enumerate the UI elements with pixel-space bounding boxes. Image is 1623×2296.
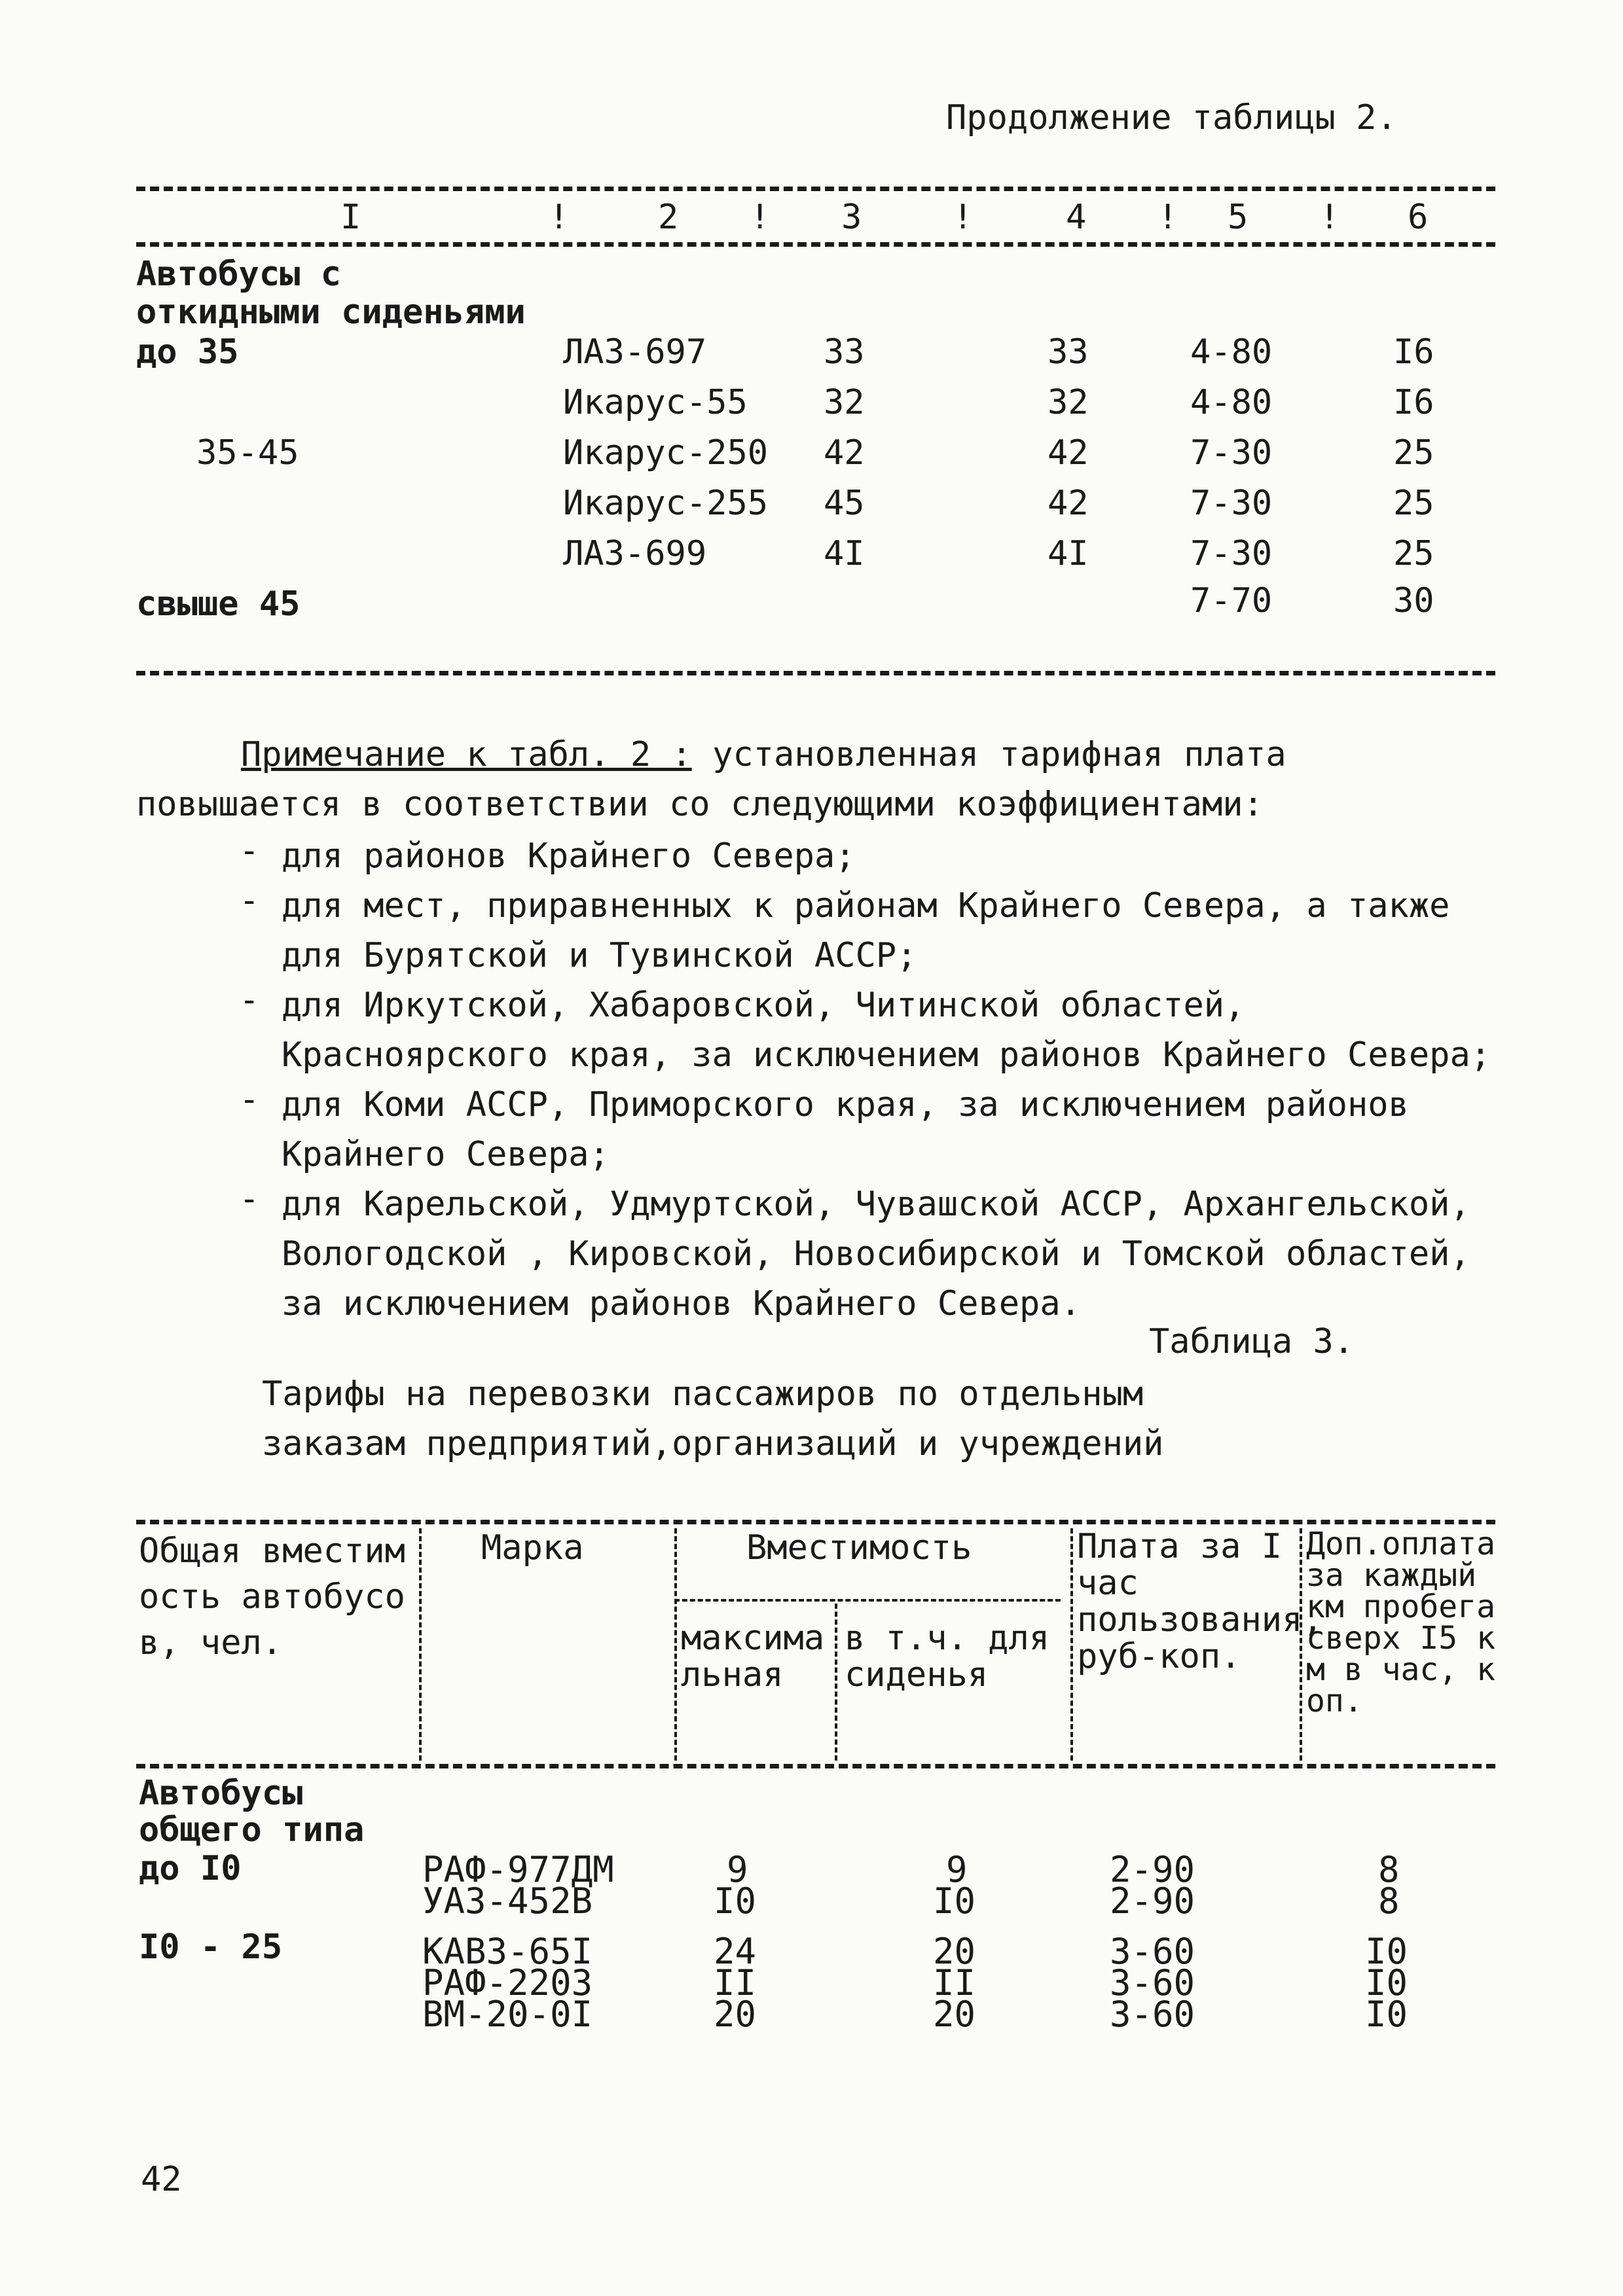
table3-header-fee: Плата за I час пользования, руб-коп. <box>1077 1527 1323 1676</box>
note-item: для Иркутской, Хабаровской, Читинской областей, Красноярского края, за исключением районов Крайнего Севера; <box>282 986 1491 1075</box>
note-item: для Коми АССР, Приморского края, за исключением районов Крайнего Севера; <box>282 1085 1409 1174</box>
table2-cell: 30 <box>1393 581 1434 620</box>
table2-col-header-6: 6 <box>1408 198 1429 237</box>
table3-title: Тарифы на перевозки пассажиров по отдельным заказам предприятий,организаций и учреждений <box>262 1374 1164 1463</box>
table2-col-sep: ! <box>1158 198 1178 237</box>
table2-col-sep: ! <box>1319 198 1340 237</box>
table3-cell: I0 <box>1365 1962 1408 2003</box>
table3-top-rule <box>136 1520 1495 1524</box>
table2-cell: 33 <box>1048 332 1089 372</box>
table3-header-incl: в т.ч. для сиденья <box>845 1619 1050 1695</box>
table2-cap: 35-45 <box>196 433 299 473</box>
table2-cell: 42 <box>1048 433 1089 473</box>
note-item-bullet: - <box>239 1080 260 1119</box>
table3-col-sep <box>419 1528 422 1761</box>
table2-cap: свыше 45 <box>136 584 301 624</box>
table2-brand: Икарус-55 <box>563 383 748 422</box>
table3-cell: 24 <box>714 1931 757 1972</box>
table2-cell: 45 <box>824 484 865 523</box>
table2-col-sep: ! <box>750 198 771 237</box>
table2-cell: 4-80 <box>1190 383 1273 422</box>
table2-cell: 32 <box>1048 383 1089 422</box>
table2-cell: 42 <box>824 433 865 473</box>
table2-col-header-2: 2 <box>658 198 679 237</box>
table3-header-max: максимальная <box>681 1619 825 1695</box>
note-item-bullet: - <box>239 831 260 870</box>
table3-cell: I0 <box>1365 1931 1408 1972</box>
table3-cell: 8 <box>1378 1849 1400 1890</box>
table3-cell: 9 <box>946 1849 968 1890</box>
table2-col-header-1: I <box>340 198 361 237</box>
table3-cell: 3-60 <box>1110 1994 1195 2035</box>
table2-cell: 4I <box>824 534 865 573</box>
table3-col-sep <box>1300 1528 1302 1761</box>
table3-brand: КАВЗ-65I <box>422 1931 593 1972</box>
table2-brand: Икарус-255 <box>563 484 769 523</box>
page-number: 42 <box>141 2160 182 2199</box>
table2-col-header-5: 5 <box>1228 198 1249 237</box>
table3-cell: I0 <box>1365 1994 1408 2035</box>
table2-cell: 7-30 <box>1190 534 1273 573</box>
note-item-bullet: - <box>239 980 260 1020</box>
table2-col-header-3: 3 <box>841 198 862 237</box>
table3-cell: 20 <box>933 1994 976 2035</box>
table2-brand: ЛАЗ-697 <box>563 332 707 372</box>
table3-cell: 8 <box>1378 1880 1400 1922</box>
table3-header-brand: Марка <box>481 1528 584 1568</box>
table2-group-label: Автобусы с откидными сиденьями <box>136 255 526 332</box>
table2-top-rule <box>136 187 1495 191</box>
table3-cell: I0 <box>933 1880 976 1922</box>
table3-brand: РАФ-2203 <box>422 1962 593 2003</box>
table3-brand: ВМ-20-0I <box>422 1994 593 2035</box>
table2-cell: 4-80 <box>1190 332 1273 372</box>
note-item: для Карельской, Удмуртской, Чувашской АССР, Архангельской, Вологодской , Кировской, Новосибирской и Томской областей, за исключением районов Крайнего Севера. <box>282 1185 1470 1323</box>
table3-col-sep <box>674 1528 677 1761</box>
table3-cell: 3-60 <box>1110 1931 1195 1972</box>
note-paragraph <box>136 730 1511 829</box>
table2-cap: до 35 <box>136 332 239 372</box>
table2-col-sep: ! <box>953 198 974 237</box>
table3-cell: 9 <box>727 1849 748 1890</box>
table3-cap: I0 - 25 <box>139 1928 283 1967</box>
table3-header-extra: Доп.оплата за каждый км пробега сверх I5 км в час, коп. <box>1306 1526 1495 1719</box>
table3-header-seats: Вместимость <box>746 1528 972 1568</box>
table3-cell: II <box>714 1962 757 2003</box>
table2-header-rule <box>136 242 1495 247</box>
table3-cell: 2-90 <box>1110 1849 1195 1890</box>
table3-cell: 2-90 <box>1110 1880 1195 1922</box>
note-lead: Примечание к табл. 2 : <box>241 735 692 774</box>
table2-brand: Икарус-250 <box>563 433 769 473</box>
table2-bottom-rule <box>136 671 1495 675</box>
table3-header-capacity: Общая вместимость автобусов, чел. <box>139 1532 405 1662</box>
table3-label: Таблица 3. <box>1149 1322 1355 1361</box>
table3-cell: 20 <box>714 1994 757 2035</box>
table2-cell: 25 <box>1393 534 1434 573</box>
table2-cell: 7-70 <box>1190 581 1273 620</box>
table3-brand: УАЗ-452В <box>422 1880 593 1922</box>
table3-cell: 3-60 <box>1110 1962 1195 2003</box>
table3-col-sep <box>835 1604 837 1761</box>
table2-cell: I6 <box>1393 332 1434 372</box>
table3-col-sep <box>1070 1528 1073 1761</box>
table2-cell: 25 <box>1393 433 1434 473</box>
table3-cell: 20 <box>933 1931 976 1972</box>
table2-cell: 33 <box>824 332 865 372</box>
table3-header-rule <box>136 1764 1495 1768</box>
table3-cell: II <box>933 1962 976 2003</box>
note-text: установленная тарифная плата повышается в соответствии со следующими коэффициентами: <box>136 735 1286 824</box>
note-item: для районов Крайнего Севера; <box>282 836 856 876</box>
table2-cell: 7-30 <box>1190 484 1273 523</box>
table3-cell: I0 <box>714 1880 757 1922</box>
table2-cell: 32 <box>824 383 865 422</box>
table2-cell: 25 <box>1393 484 1434 523</box>
table2-brand: ЛАЗ-699 <box>563 534 707 573</box>
note-item: для мест, приравненных к районам Крайнего Севера, а также для Бурятской и Тувинской АССР; <box>282 886 1450 975</box>
table2-cell: I6 <box>1393 383 1434 422</box>
table2-col-header-4: 4 <box>1066 198 1087 237</box>
table2-col-sep: ! <box>549 198 570 237</box>
table3-cap: до I0 <box>139 1849 242 1888</box>
table3-seats-rule <box>674 1599 1061 1602</box>
table3-group-label: Автобусы общего типа <box>139 1774 365 1850</box>
continuation-title: Продолжение таблицы 2. <box>946 98 1397 137</box>
table3-brand: РАФ-977ДМ <box>422 1849 614 1890</box>
table2-cell: 42 <box>1048 484 1089 523</box>
table2-cell: 4I <box>1048 534 1089 573</box>
note-item-bullet: - <box>239 1179 260 1219</box>
table2-cell: 7-30 <box>1190 433 1273 473</box>
note-item-bullet: - <box>239 881 260 920</box>
